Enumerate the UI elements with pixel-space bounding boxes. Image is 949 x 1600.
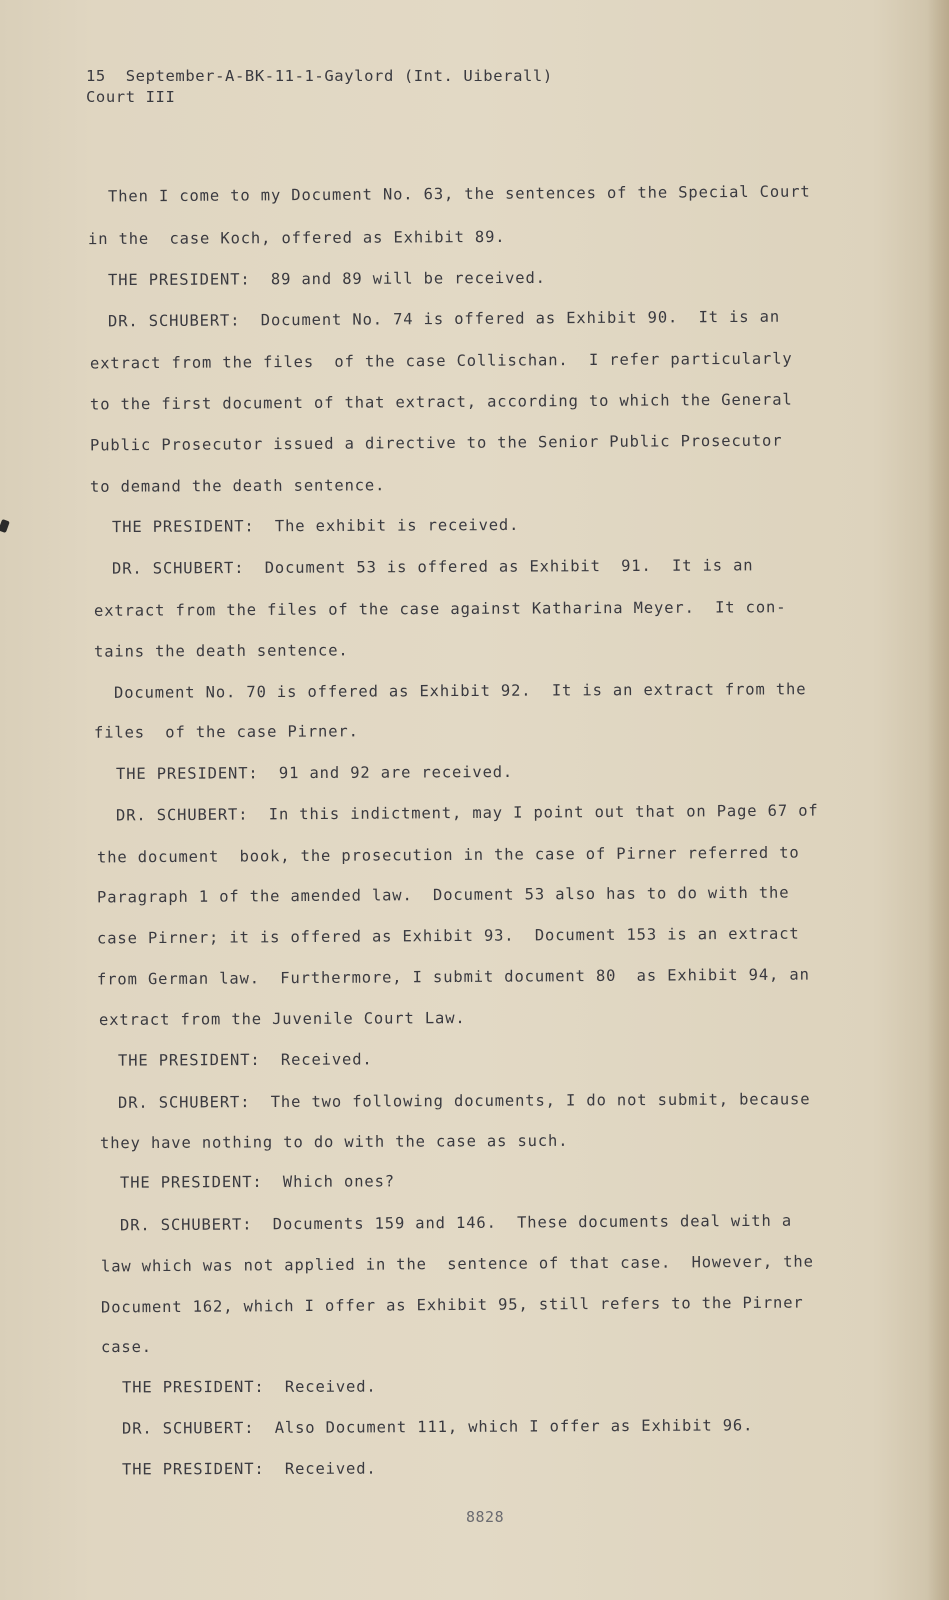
transcript-line: DR. SCHUBERT: Documents 159 and 146. These documents deal with a: [119, 1211, 793, 1235]
transcript-line: THE PRESIDENT: Which ones?: [119, 1172, 395, 1192]
header-court-line: Court III: [86, 88, 176, 106]
transcript-line: DR. SCHUBERT: In this indictment, may I point out that on Page 67 of: [115, 801, 819, 825]
transcript-line: the document book, the prosecution in the case of Pirner referred to: [96, 843, 800, 867]
transcript-line: THE PRESIDENT: 89 and 89 will be received.: [107, 268, 546, 290]
transcript-line: Then I come to my Document No. 63, the sentences of the Special Court: [107, 182, 811, 206]
transcript-line: THE PRESIDENT: Received.: [121, 1459, 377, 1479]
transcript-line: they have nothing to do with the case as such.: [99, 1131, 569, 1153]
transcript-line: Paragraph 1 of the amended law. Document 53 also has to do with the: [96, 883, 790, 907]
transcript-line: extract from the Juvenile Court Law.: [98, 1009, 466, 1029]
transcript-line: extract from the files of the case Collischan. I refer particularly: [89, 349, 793, 373]
transcript-line: THE PRESIDENT: 91 and 92 are received.: [115, 762, 514, 784]
page-edge-shadow: [927, 0, 949, 1600]
transcript-line: THE PRESIDENT: Received.: [121, 1377, 377, 1397]
header-session-line: 15 September-A-BK-11-1-Gaylord (Int. Uiberall): [86, 67, 553, 85]
transcript-line: law which was not applied in the sentence of that case. However, the: [100, 1252, 814, 1276]
transcript-line: tains the death sentence.: [93, 641, 349, 661]
transcript-line: THE PRESIDENT: Received.: [117, 1050, 373, 1070]
transcript-line: case.: [100, 1337, 152, 1357]
transcript-line: extract from the files of the case against Katharina Meyer. It con-: [93, 598, 787, 620]
transcript-line: Public Prosecutor issued a directive to the Senior Public Prosecutor: [89, 431, 783, 455]
transcript-line: Document No. 70 is offered as Exhibit 92. It is an extract from the: [113, 680, 807, 702]
transcript-line: from German law. Furthermore, I submit document 80 as Exhibit 94, an: [96, 965, 810, 989]
transcript-line: Document 162, which I offer as Exhibit 95, still refers to the Pirner: [100, 1293, 804, 1317]
document-header: [86, 66, 553, 108]
transcript-line: case Pirner; it is offered as Exhibit 93. Document 153 is an extract: [96, 924, 800, 948]
transcript-line: in the case Koch, offered as Exhibit 89.: [87, 227, 506, 249]
transcript-line: DR. SCHUBERT: The two following documents, I do not submit, because: [117, 1090, 811, 1112]
transcript-line: THE PRESIDENT: The exhibit is received.: [111, 515, 520, 537]
transcript-line: to demand the death sentence.: [89, 476, 386, 496]
transcript-line: DR. SCHUBERT: Also Document 111, which I offer as Exhibit 96.: [121, 1416, 754, 1438]
transcript-line: to the first document of that extract, according to which the General: [89, 390, 793, 414]
transcript-line: files of the case Pirner.: [93, 722, 359, 742]
margin-ink-mark: [0, 519, 10, 533]
page-number: 8828: [466, 1508, 505, 1526]
transcript-line: DR. SCHUBERT: Document 53 is offered as Exhibit 91. It is an: [111, 556, 754, 578]
transcript-line: DR. SCHUBERT: Document No. 74 is offered as Exhibit 90. It is an: [107, 307, 781, 331]
